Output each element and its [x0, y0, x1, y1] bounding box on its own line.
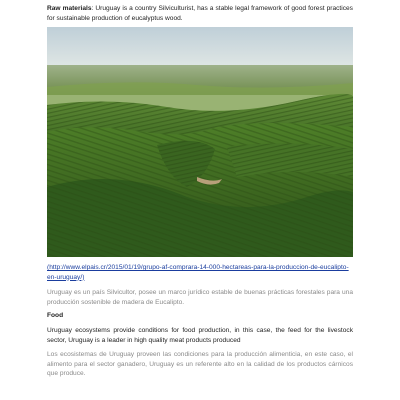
- raw-materials-spanish-paragraph: Uruguay es un país Silvicultor, posee un marco jurídico estable de buenas prácticas forestales para una producción sostenible de madera de Eucalipto.: [47, 289, 353, 306]
- food-paragraph: Uruguay ecosystems provide conditions for food production, in this case, the feed for the livestock sector, Uruguay is a leader in high quality meat products produced: [47, 327, 353, 344]
- eucalyptus-plantation-photo: [47, 27, 353, 257]
- source-link-paragraph: [47, 263, 353, 282]
- source-link[interactable]: (http://www.elpais.cr/2015/01/19/grupo-af-comprara-14-000-hectareas-para-la-produccion-de-eucalipto-en-uruguay/): [47, 264, 349, 281]
- raw-materials-text: : Uruguay is a country Silviculturist, has a stable legal framework of good forest practices for sustainable production of eucalyptus wood.: [47, 5, 353, 22]
- food-heading: Food: [47, 312, 64, 319]
- raw-materials-heading: Raw materials: [47, 5, 92, 12]
- food-spanish-paragraph: Los ecosistemas de Uruguay proveen las condiciones para la producción alimenticia, en este caso, el alimento para el sector ganadero, Uruguay es un referente alto en la calidad de los productos cárnicos que produce.: [47, 351, 353, 378]
- raw-materials-paragraph: [47, 4, 353, 23]
